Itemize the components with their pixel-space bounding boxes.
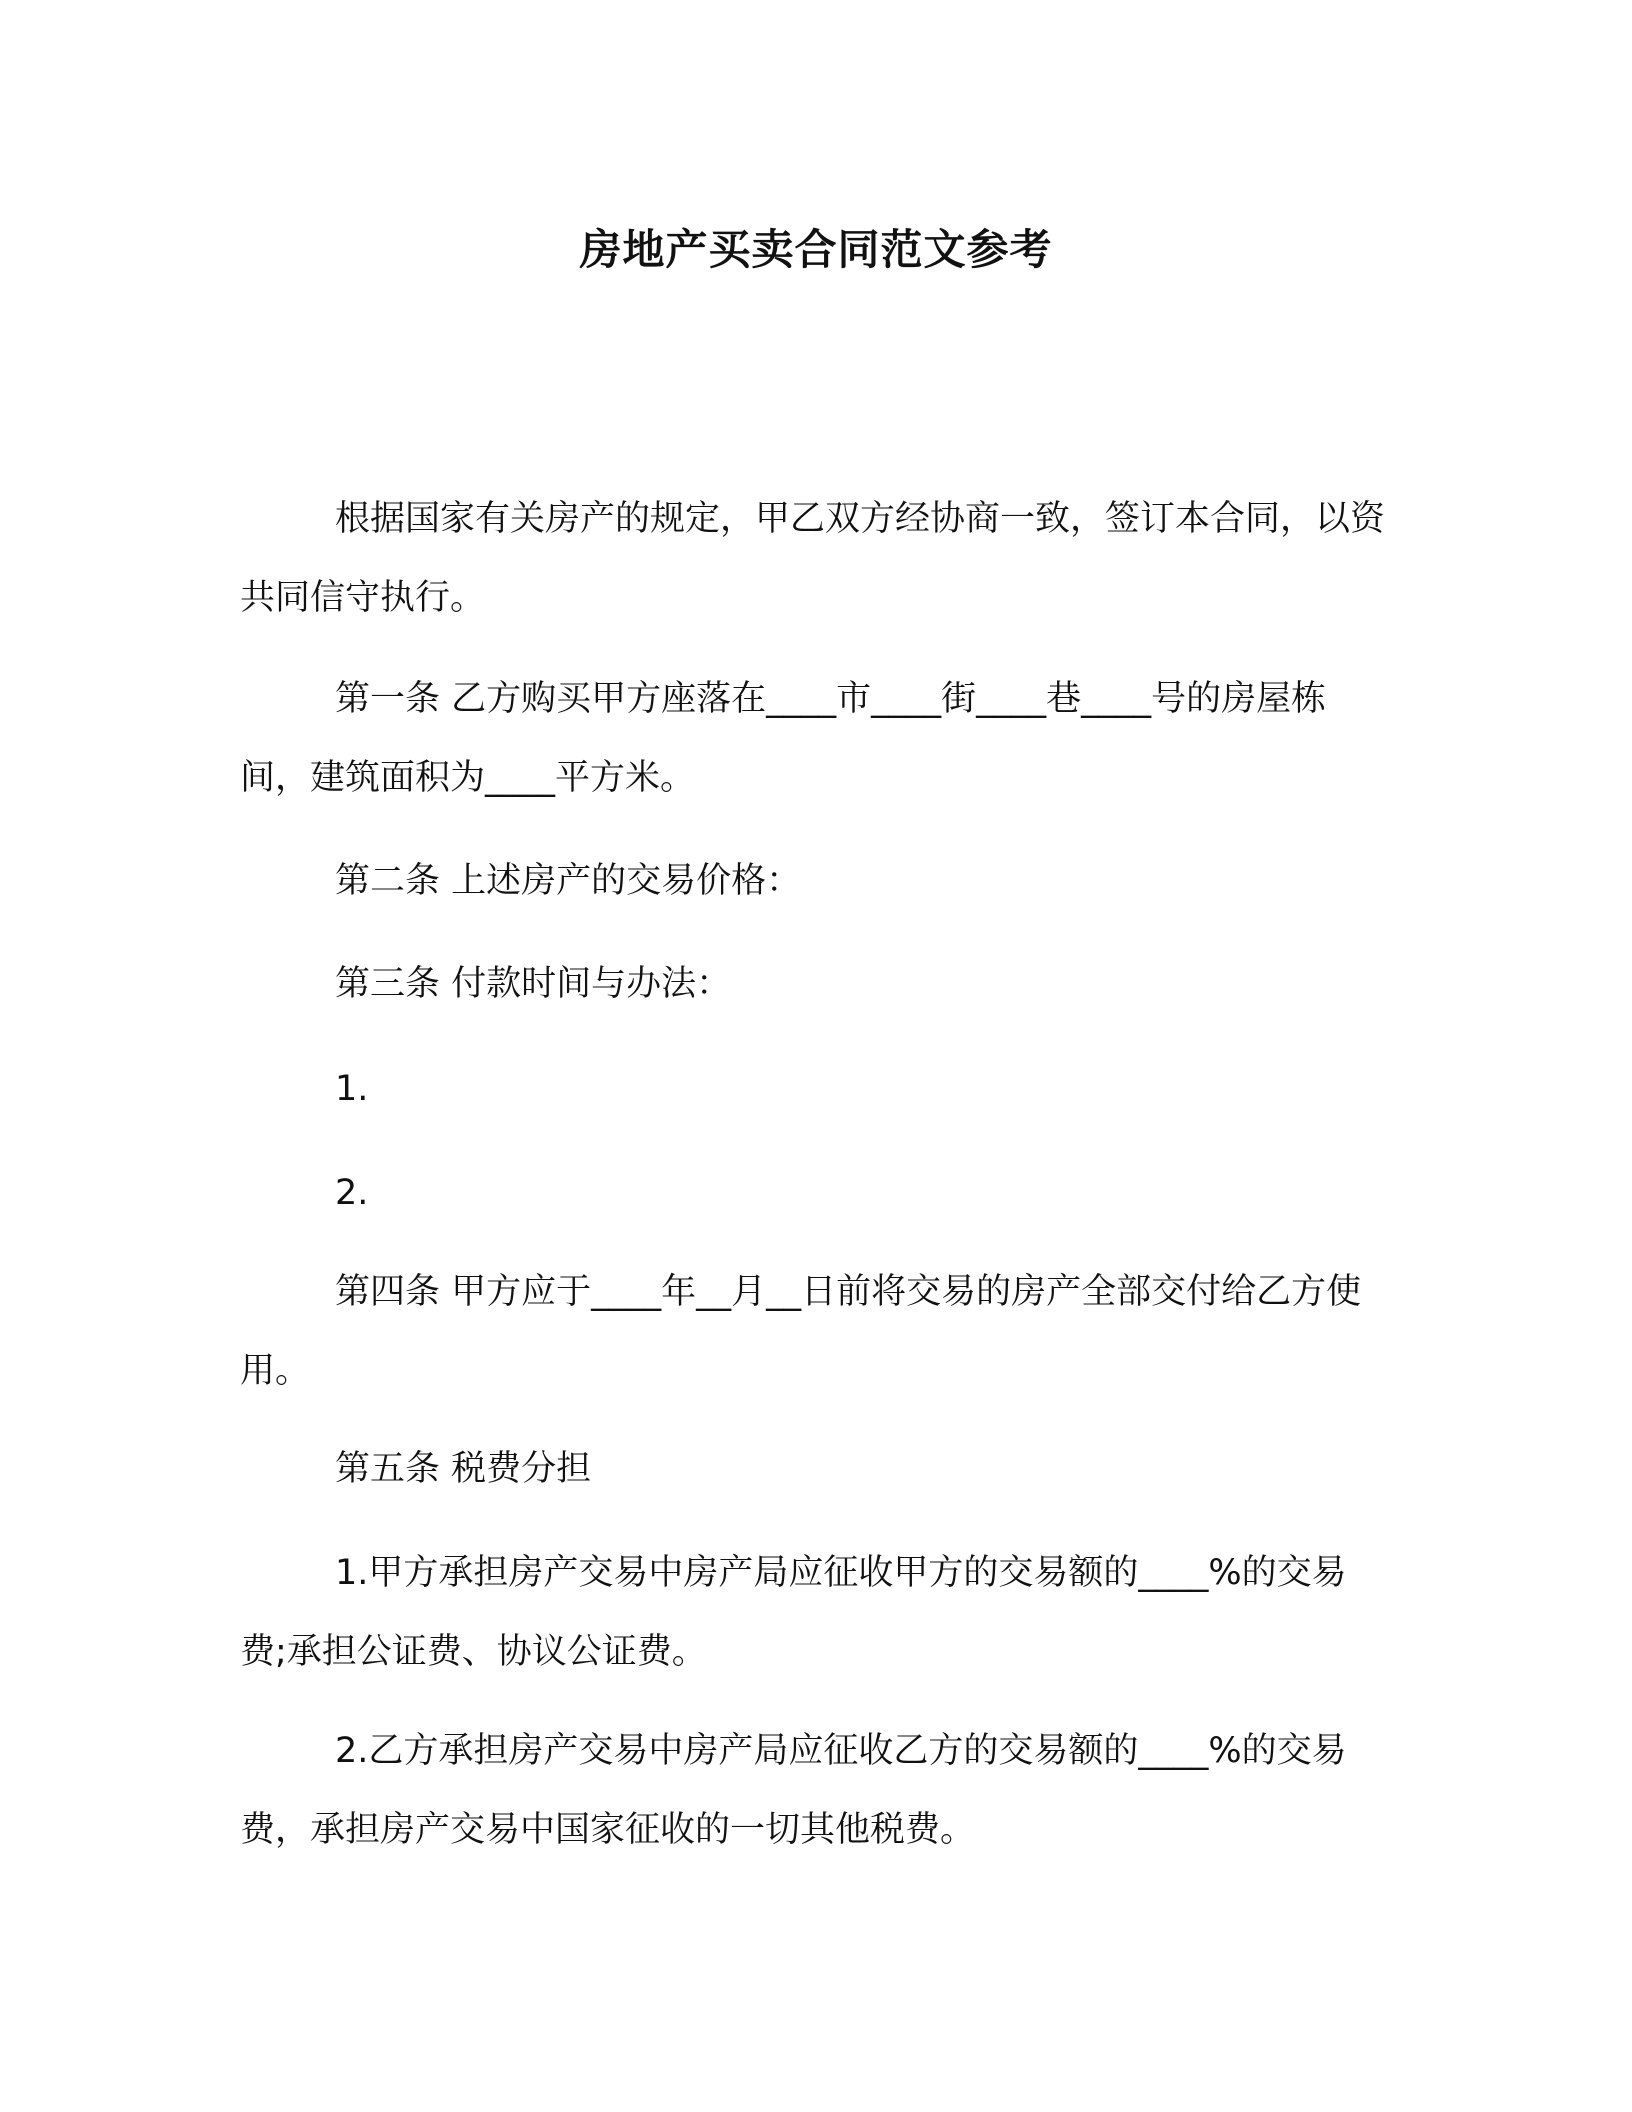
paragraph-article-5: 第五条 税费分担 <box>335 1449 592 1489</box>
paragraph-article-3: 第三条 付款时间与办法： <box>335 964 732 1004</box>
paragraph-article-5-item-2: 2.乙方承担房产交易中房产局应征收乙方的交易额的____%的交易费，承担房产交易中国家征收的一切其他税费。 <box>240 1731 1347 1850</box>
paragraph-article-3-item-2: 2. <box>335 1173 369 1213</box>
paragraph-article-4: 第四条 甲方应于____年__月__日前将交易的房产全部交付给乙方使用。 <box>240 1272 1362 1391</box>
paragraph-article-3-item-1: 1. <box>335 1069 369 1109</box>
paragraph-preamble: 根据国家有关房产的规定，甲乙双方经协商一致，签订本合同，以资共同信守执行。 <box>240 499 1386 618</box>
paragraph-article-5-item-1: 1.甲方承担房产交易中房产局应征收甲方的交易额的____%的交易费;承担公证费、协议公证费。 <box>240 1553 1347 1672</box>
paragraph-article-2: 第二条 上述房产的交易价格： <box>335 861 802 901</box>
paragraph-article-1: 第一条 乙方购买甲方座落在____市____街____巷____号的房屋栋 间，建筑面积为____平方米。 <box>240 679 1327 798</box>
document-title: 房地产买卖合同范文参考 <box>579 225 1053 274</box>
